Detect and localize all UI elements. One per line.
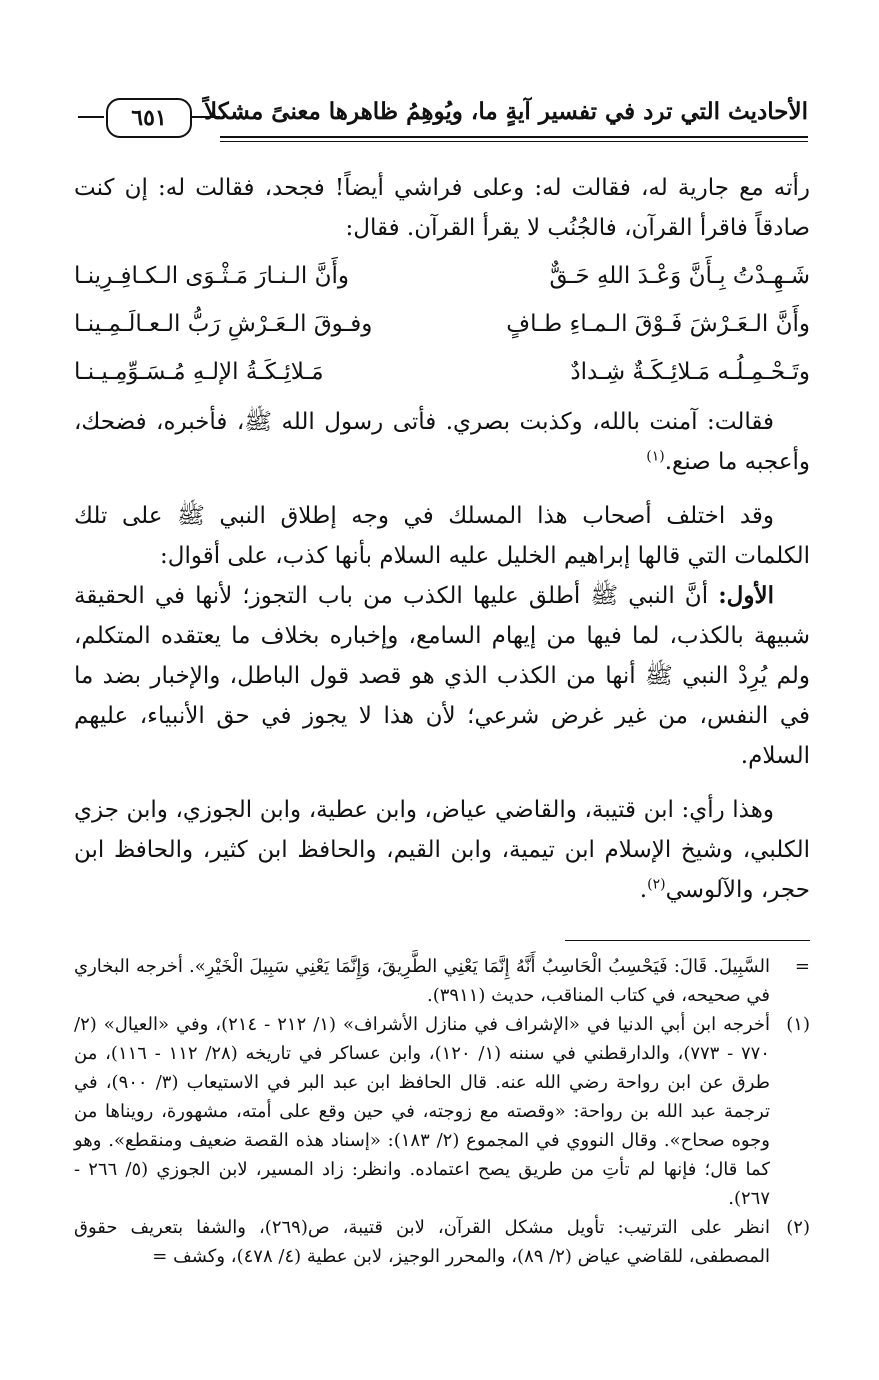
- poem-hemistich: وفـوقَ الـعَـرْشِ رَبُّ الـعـالَـمِـينـا: [74, 311, 373, 337]
- footnote-text: أخرجه ابن أبي الدنيا في «الإشراف في منازل الأشراف» (١/ ٢١٢ - ٢١٤)، وفي «العيال» (٢/ ٧٧٠ - ٧٧٣)، والدارقطني في سننه (١/ ١٢٠)، وابن عساكر في تاريخه (٢٨/ ١١٢ - ١١٦)، من طرق عن ابن رواحة رضي الله عنه. قال الحافظ ابن عبد البر في الاستيعاب (٣/ ٩٠٠)، في ترجمة عبد الله بن رواحة: «وقصته مع زوجته، في حين وقع على أمته، مشهورة، رويناها من وجوه صحاح». وقال النووي في المجموع (٢/ ١٨٣): «إسناد هذه القصة ضعيف ومنقطع». وهو كما قال؛ فإنها لم تأتِ من طريق يصح اعتماده. وانظر: زاد المسير، لابن الجوزي (٥/ ٢٦٦ - ٢٦٧).: [74, 1014, 770, 1209]
- point-label: الأول:: [718, 582, 775, 609]
- header-side-rule: [78, 116, 104, 118]
- footnotes: [74, 952, 810, 1271]
- paragraph: [74, 790, 810, 910]
- poem-hemistich: وتَـحْـمِـلُـه مَـلائِـكَـةٌ شِـدادٌ: [570, 359, 810, 385]
- poem-hemistich: وأَنَّ الـعَـرْشَ فَـوْقَ الـمـاءِ طـافٍ: [506, 311, 810, 337]
- footnote: [74, 1010, 810, 1213]
- paragraph: [74, 576, 810, 776]
- poem-hemistich: شَـهِـدْتُ بِـأَنَّ وَعْـدَ اللهِ حَـقٌّ: [549, 263, 810, 289]
- poem-line: [74, 252, 810, 300]
- footnote-text: السَّبِيلَ. قَالَ: فَيَحْسِبُ الْحَاسِبُ أَنَّهُ إِنَّمَا يَعْنِي الطَّرِيقَ، وَإِنَّمَا يَعْنِي سَبِيلَ الْخَيْرِ». أخرجه البخاري في صحيحه، في كتاب المناقب، حديث (٣٩١١).: [74, 956, 770, 1006]
- paragraph: وقد اختلف أصحاب هذا المسلك في وجه إطلاق النبي ﷺ على تلك الكلمات التي قالها إبراهيم الخليل عليه السلام بأنها كذب، على أقوال:: [74, 503, 810, 569]
- poem-hemistich: مَـلائِـكَـةُ الإلـهِ مُـسَـوِّمِـيـنـا: [74, 359, 324, 385]
- footnote-number: (٢): [786, 1217, 810, 1238]
- footnote-number: =: [794, 956, 810, 977]
- poem-line: [74, 348, 810, 396]
- header-side-rule: [190, 116, 220, 118]
- paragraph-text: أنَّ النبي ﷺ أطلق عليها الكذب من باب التجوز؛ لأنها في الحقيقة شبيهة بالكذب، لما فيها من إيهام السامع، وإخباره بخلاف ما يعتقده المتكلم، ولم يُرِدْ النبي ﷺ أنها من الكذب الذي هو قصد قول الباطل، والإخبار بضد ما في النفس، من غير غرض شرعي؛ لأن هذا لا يجوز في حق الأنبياء، عليهم السلام.: [74, 583, 810, 769]
- page-header: [78, 92, 808, 148]
- footnote-ref[interactable]: (١): [646, 448, 665, 465]
- poem-hemistich: وأَنَّ الـنـارَ مَـثْـوَى الـكـافِـرِينـا: [74, 263, 349, 289]
- paragraph: رأته مع جارية له، فقالت له: وعلى فراشي أيضاً! فجحد، فقالت له: إن كنت صادقاً فاقرأ القرآن، فالجُنُب لا يقرأ القرآن. فقال:: [74, 175, 810, 241]
- header-rule: [220, 141, 808, 142]
- paragraph-text: فقالت: آمنت بالله، وكذبت بصري. فأتى رسول الله ﷺ، فأخبره، فضحك، وأعجبه ما صنع.: [74, 409, 810, 475]
- footnote-body: انظر على الترتيب: تأويل مشكل القرآن، لابن قتيبة، ص(٢٦٩)، والشفا بتعريف حقوق المصطفى، للقاضي عياض (٢/ ٨٩)، والمحرر الوجيز، لابن عطية (٤/ ٤٧٨)، وكشف: [74, 1217, 770, 1267]
- poem: [74, 252, 810, 396]
- paragraph-end: .: [639, 877, 648, 903]
- main-text: [74, 168, 810, 910]
- continuation-mark: =: [152, 1246, 168, 1267]
- paragraph: [74, 402, 810, 482]
- paragraph-text: وهذا رأي: ابن قتيبة، والقاضي عياض، وابن عطية، وابن الجوزي، وابن جزي الكلبي، وشيخ الإسلام ابن تيمية، وابن القيم، والحافظ ابن كثير، والحافظ ابن حجر، والآلوسي: [74, 797, 810, 903]
- footnote-separator: [565, 940, 810, 941]
- footnote-ref[interactable]: (٢): [647, 876, 666, 893]
- footnote: [74, 952, 810, 1010]
- running-title: الأحاديث التي ترد في تفسير آيةٍ ما، ويُوهِمُ ظاهرها معنىً مشكلاً: [204, 98, 808, 125]
- footnote-number: (١): [786, 1014, 810, 1035]
- footnote: [74, 1213, 810, 1271]
- page-number: ٦٥١: [106, 98, 192, 138]
- footnote-text: [74, 1213, 770, 1271]
- header-rule: [220, 136, 808, 138]
- poem-line: [74, 300, 810, 348]
